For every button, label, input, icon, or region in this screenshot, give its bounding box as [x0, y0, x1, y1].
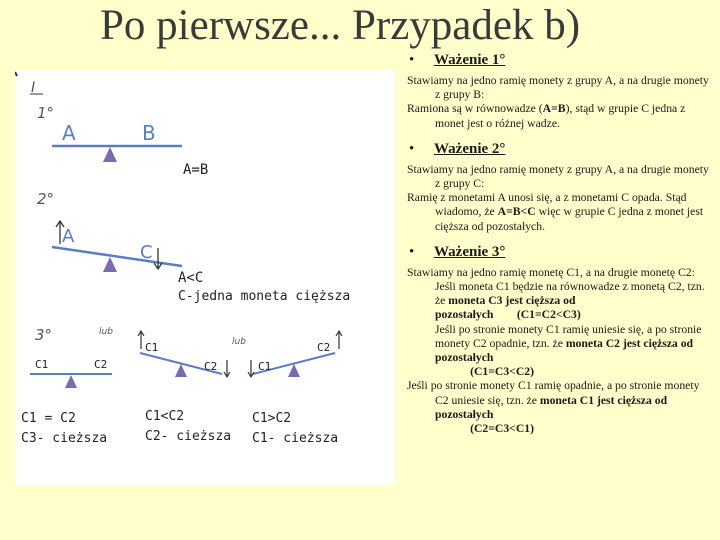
case-3-heavier: C1- cieższa [252, 431, 339, 446]
weighing-2-result: Ramię z monetami A unosi się, a z monetami C opada. Stąd wiadomo, że A=B<C więc w grupie C jedna z monet jest cięższa od pozostałych. [407, 191, 704, 233]
case-3-c2-label: C2 [317, 341, 331, 354]
fulcrum-1 [103, 147, 117, 162]
bullet: • [409, 140, 415, 157]
case-2-c2-label: C2 [204, 360, 218, 373]
slide-title: Po pierwsze... Przypadek b) [100, 2, 581, 49]
weighing-3-title: Ważenie 3° [434, 243, 506, 260]
weighing-2-setup: Stawiamy na jedno ramię monety z grupy A, a na drugie monety z grupy C: [407, 162, 709, 191]
weighing-2-title: Ważenie 2° [434, 140, 506, 157]
fulcrum-2 [103, 257, 117, 272]
group-c-label: C [140, 242, 153, 263]
roman-one-mark: I [31, 80, 36, 96]
case-2-result: C1<C2 [145, 409, 185, 424]
weighing-1-title: Ważenie 1° [434, 52, 506, 68]
case-3-fulcrum [288, 364, 300, 377]
case-1-fulcrum [65, 375, 77, 388]
case-2-c1-label: C1 [145, 341, 159, 354]
weighing-1-result: Ramiona są w równowadze (A=B), stąd w grupie C jedna z monet jest o różnej wadze. [407, 102, 686, 130]
case-down-text: Jeśli po stronie monety C1 ramię opadnie, a po stronie monety C2 uniesie się, tzn. że moneta C1 jest cięższa od pozostałych (C2=C3<C1) [407, 379, 700, 436]
group-a-label: A [62, 121, 76, 145]
weighing-1-heading [407, 50, 712, 70]
case-3-c1-label: C1 [258, 360, 272, 373]
case-1-heavier: C3- cieższa [21, 431, 108, 446]
equal-ab-note: A=B [183, 162, 209, 178]
weighing-1-label: 1° [37, 104, 55, 122]
scribble-mark-2: lub [232, 337, 246, 347]
weighing-2-heading [407, 139, 712, 159]
weighing-3-label: 3° [35, 326, 53, 344]
case-up-text: Jeśli po stronie monety C1 ramię uniesie się, a po stronie monety C2 opadnie, tzn. że moneta C2 jest cięższa od pozostałych (C1=C3<C2) [435, 322, 702, 379]
weighing-3-heading [407, 242, 712, 262]
bullet: • [409, 52, 415, 68]
group-b-label: B [142, 121, 156, 145]
beam-2 [52, 247, 182, 266]
explanation-text [407, 50, 712, 436]
case-1-c1-label: C1 [35, 358, 49, 371]
balance-drawing [15, 70, 395, 485]
a-less-c-note: A<C [178, 270, 204, 286]
case-2-heavier: C2- cieższa [145, 429, 232, 444]
weighing-1-setup: Stawiamy na jedno ramię monety z grupy A, a na drugie monety z grupy B: [407, 74, 709, 102]
scribble-mark: lub [99, 327, 113, 337]
group-a-label-2: A [62, 226, 75, 247]
balance-diagram [15, 70, 395, 485]
case-1-result: C1 = C2 [21, 411, 76, 426]
case-3-result: C1>C2 [252, 411, 292, 426]
weighing-3-cases [407, 280, 712, 379]
pen-mark [15, 72, 17, 76]
c-heavier-note: C-jedna moneta cięższa [178, 289, 351, 304]
weighing-2-label: 2° [37, 190, 55, 208]
weighing-3-setup: Stawiamy na jedno ramię monetę C1, a na drugie monetę C2: [407, 265, 695, 279]
case-balance-text: Jeśli moneta C1 będzie na równowadze z monetą C2, tzn. że moneta C3 jest cięższa od pozostałych (C1=C2<C3) [435, 280, 705, 322]
case-1-c2-label: C2 [94, 358, 108, 371]
case-2-fulcrum [175, 364, 187, 377]
bullet: • [409, 243, 415, 260]
